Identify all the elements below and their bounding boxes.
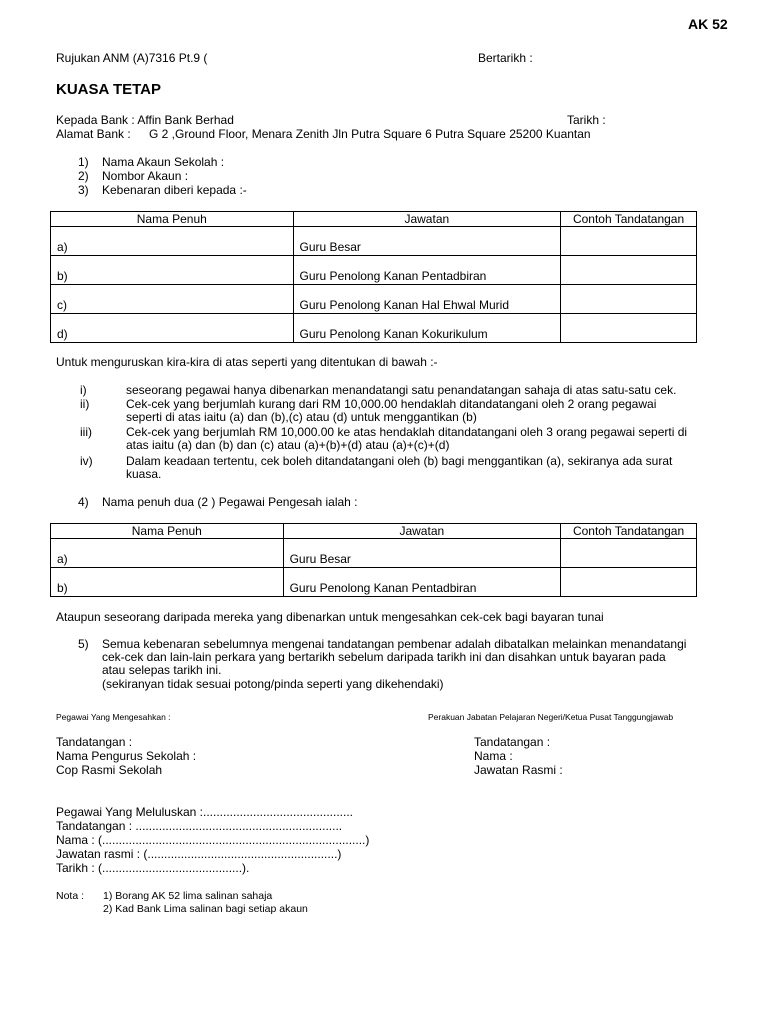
verifying-officer-heading: Pegawai Yang Mengesahkan : bbox=[56, 712, 171, 722]
column-header: Nama Penuh bbox=[51, 212, 294, 227]
note-line: 2) Kad Bank Lima salinan bagi setiap akaun bbox=[103, 903, 308, 915]
column-header: Jawatan bbox=[293, 212, 561, 227]
note-line: 1) Borang AK 52 lima salinan sahaja bbox=[103, 890, 273, 902]
signature-cell[interactable] bbox=[561, 314, 697, 343]
column-header: Contoh Tandatangan bbox=[561, 212, 697, 227]
post-cell: Guru Besar bbox=[293, 227, 561, 256]
left-sign-line: Nama Pengurus Sekolah : bbox=[56, 749, 197, 763]
approval-line: Nama : (...............................................................................) bbox=[56, 833, 370, 847]
table-row bbox=[51, 314, 697, 343]
post-cell: Guru Penolong Kanan Pentadbiran bbox=[293, 256, 561, 285]
name-cell[interactable]: b) bbox=[51, 256, 294, 285]
page-title: KUASA TETAP bbox=[56, 81, 161, 98]
name-cell[interactable]: d) bbox=[51, 314, 294, 343]
approval-line: Tarikh : (..........................................). bbox=[56, 861, 250, 875]
approval-line: Jawatan rasmi : (.........................................................) bbox=[56, 847, 342, 861]
authorized-signatories-table bbox=[50, 211, 697, 343]
name-cell[interactable]: c) bbox=[51, 285, 294, 314]
post-cell: Guru Penolong Kanan Kokurikulum bbox=[293, 314, 561, 343]
name-cell[interactable]: b) bbox=[51, 568, 284, 597]
signature-cell[interactable] bbox=[561, 568, 697, 597]
bank-name: Kepada Bank : Affin Bank Berhad bbox=[56, 113, 234, 127]
post-cell: Guru Besar bbox=[283, 539, 561, 568]
verifying-officers-table bbox=[50, 523, 697, 597]
reference-date-label: Bertarikh : bbox=[478, 51, 533, 65]
right-sign-line: Tandatangan : bbox=[474, 735, 551, 749]
column-header: Jawatan bbox=[283, 524, 561, 539]
bank-date-label: Tarikh : bbox=[567, 113, 606, 127]
bank-address: G 2 ,Ground Floor, Menara Zenith Jln Putra Square 6 Putra Square 25200 Kuantan bbox=[149, 127, 591, 141]
signature-cell[interactable] bbox=[561, 256, 697, 285]
approval-line: Tandatangan : .............................................................. bbox=[56, 819, 343, 833]
column-header: Contoh Tandatangan bbox=[561, 524, 697, 539]
notes-label: Nota : bbox=[56, 890, 85, 902]
left-sign-line: Cop Rasmi Sekolah bbox=[56, 763, 163, 777]
form-code: AK 52 bbox=[688, 16, 728, 32]
left-sign-line: Tandatangan : bbox=[56, 735, 133, 749]
bank-address-label: Alamat Bank : bbox=[56, 127, 131, 141]
post-cell: Guru Penolong Kanan Hal Ehwal Murid bbox=[293, 285, 561, 314]
signature-cell[interactable] bbox=[561, 285, 697, 314]
table-row bbox=[51, 568, 697, 597]
reference-label: Rujukan ANM (A)7316 Pt.9 ( bbox=[56, 51, 208, 65]
table-header-row bbox=[51, 212, 697, 227]
department-heading: Perakuan Jabatan Pelajaran Negeri/Ketua Pusat Tanggungjawab bbox=[428, 712, 674, 722]
table-header-row bbox=[51, 524, 697, 539]
signature-cell[interactable] bbox=[561, 539, 697, 568]
table-row bbox=[51, 285, 697, 314]
table-row bbox=[51, 227, 697, 256]
right-sign-line: Nama : bbox=[474, 749, 513, 763]
right-sign-line: Jawatan Rasmi : bbox=[474, 763, 563, 777]
name-cell[interactable]: a) bbox=[51, 539, 284, 568]
approval-line: Pegawai Yang Meluluskan :............................................. bbox=[56, 805, 354, 819]
column-header: Nama Penuh bbox=[51, 524, 284, 539]
either-text: Ataupun seseorang daripada mereka yang dibenarkan untuk mengesahkan cek-cek bagi bayaran tunai bbox=[56, 610, 604, 624]
name-cell[interactable]: a) bbox=[51, 227, 294, 256]
table-row bbox=[51, 256, 697, 285]
signature-cell[interactable] bbox=[561, 227, 697, 256]
post-cell: Guru Penolong Kanan Pentadbiran bbox=[283, 568, 561, 597]
intro-text: Untuk menguruskan kira-kira di atas seperti yang ditentukan di bawah :- bbox=[56, 355, 438, 369]
table-row bbox=[51, 539, 697, 568]
